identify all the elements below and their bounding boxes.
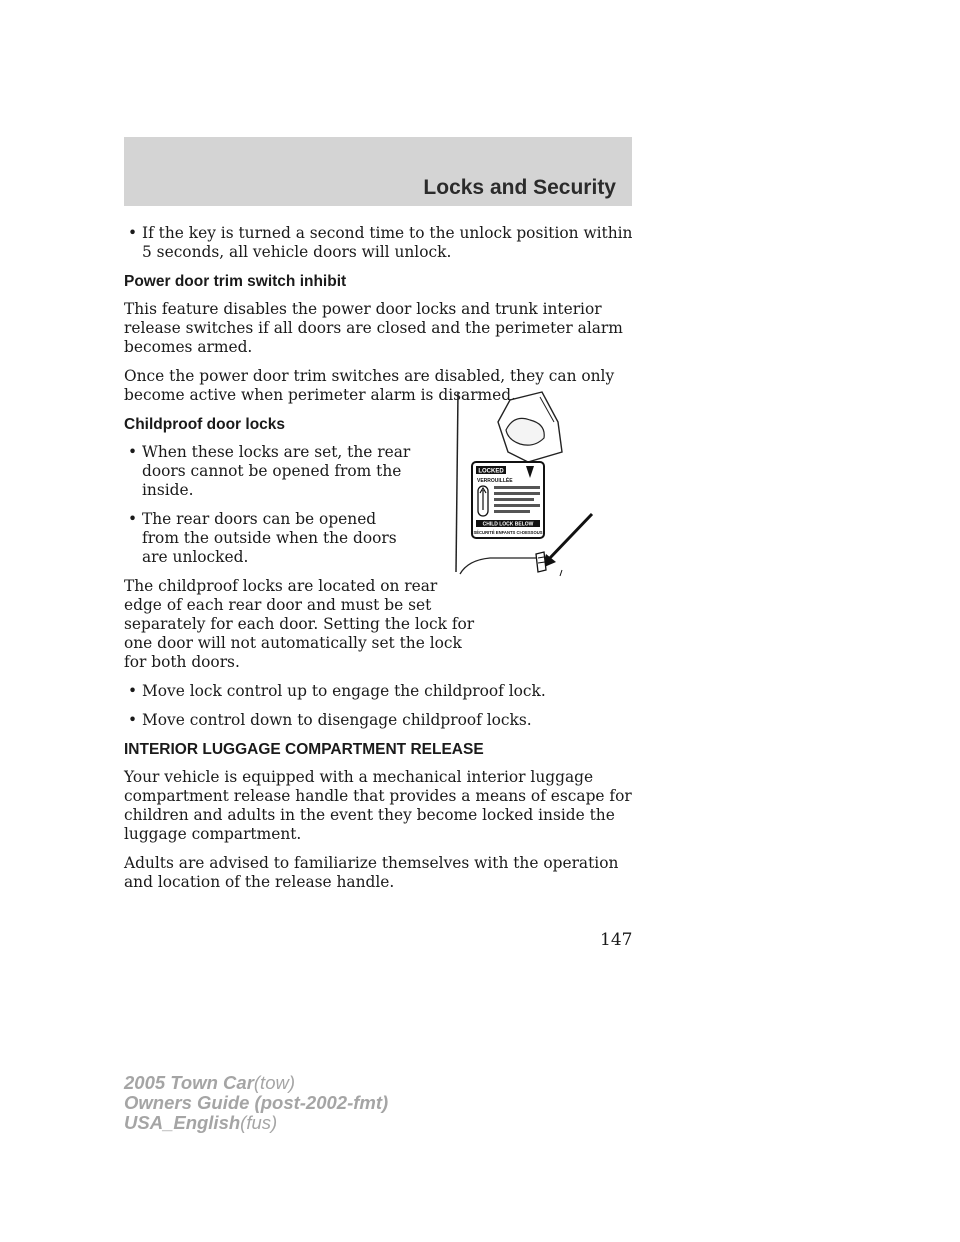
fine-print-line bbox=[494, 492, 540, 495]
bullet-text: Move control down to disengage childproof locks. bbox=[142, 711, 532, 729]
subheading-childproof: Childproof door locks bbox=[124, 416, 286, 433]
footer-model-code: (tow) bbox=[253, 1072, 296, 1093]
bullet-icon: • bbox=[128, 443, 138, 461]
footer-language: USA_English bbox=[124, 1112, 241, 1133]
footer-line bbox=[124, 1113, 388, 1133]
paragraph: Your vehicle is equipped with a mechanical interior luggage compartment release handle that provides a means of escape for children and adults in the event they become locked inside the luggage compartment. bbox=[124, 768, 632, 843]
subheading-release: INTERIOR LUGGAGE COMPARTMENT RELEASE bbox=[124, 741, 484, 758]
bullet-text: Move lock control up to engage the childproof lock. bbox=[142, 682, 546, 700]
pointer-arrow-icon bbox=[548, 514, 592, 560]
bullet-icon: • bbox=[128, 224, 138, 242]
door-edge-diagram bbox=[450, 382, 610, 582]
label-child-lock-below: CHILD LOCK BELOW bbox=[482, 521, 534, 528]
bullet-item bbox=[124, 224, 636, 262]
section-header bbox=[124, 137, 632, 206]
fine-print-line bbox=[494, 504, 540, 507]
door-edge-line bbox=[456, 392, 458, 572]
bullet-item bbox=[124, 682, 636, 701]
bullet-item bbox=[124, 510, 412, 567]
small-mark bbox=[560, 570, 562, 576]
fine-print-line bbox=[494, 498, 534, 501]
bullet-text: If the key is turned a second time to the unlock position within 5 seconds, all vehicle doors will unlock. bbox=[142, 224, 633, 261]
fine-print-line bbox=[494, 486, 540, 489]
label-verrouillee: VERROUILLÉE bbox=[477, 478, 513, 484]
bullet-item bbox=[124, 711, 636, 730]
footer-line bbox=[124, 1093, 388, 1113]
bullet-icon: • bbox=[128, 682, 138, 700]
label-locked: LOCKED bbox=[478, 468, 504, 475]
paragraph-text: The childproof locks are located on rear edge of each rear door and must be set separately for each door. Setting the lock for one door will not automatically set the lock for both doors. bbox=[124, 577, 475, 671]
childproof-lock-illustration bbox=[450, 382, 610, 582]
footer-language-code: (fus) bbox=[240, 1112, 278, 1133]
paragraph: Adults are advised to familiarize themselves with the operation and location of the release handle. bbox=[124, 854, 619, 891]
footer-metadata bbox=[124, 1073, 388, 1133]
footer-guide: Owners Guide (post-2002-fmt) bbox=[124, 1092, 389, 1113]
label-securite: SÉCURITÉ ENFANTS CI-DESSOUS bbox=[473, 530, 543, 535]
paragraph-childproof-location bbox=[124, 577, 636, 672]
paragraph: This feature disables the power door locks and trunk interior release switches if all doors are closed and the perimeter alarm becomes armed. bbox=[124, 300, 623, 356]
page-number: 147 bbox=[600, 930, 633, 950]
bullet-text: The rear doors can be opened from the outside when the doors are unlocked. bbox=[142, 510, 397, 566]
bullet-icon: • bbox=[128, 711, 138, 729]
footer-line bbox=[124, 1073, 388, 1093]
footer-model: 2005 Town Car bbox=[124, 1072, 254, 1093]
bullet-item bbox=[124, 443, 412, 500]
paragraph: Once the power door trim switches are disabled, they can only become active when perimeter alarm is disarmed. bbox=[124, 367, 615, 404]
fine-print-line bbox=[494, 510, 530, 513]
subheading-inhibit: Power door trim switch inhibit bbox=[124, 273, 347, 290]
section-title: Locks and Security bbox=[423, 176, 616, 199]
bullet-icon: • bbox=[128, 510, 138, 528]
bullet-text: When these locks are set, the rear doors cannot be opened from the inside. bbox=[142, 443, 411, 499]
